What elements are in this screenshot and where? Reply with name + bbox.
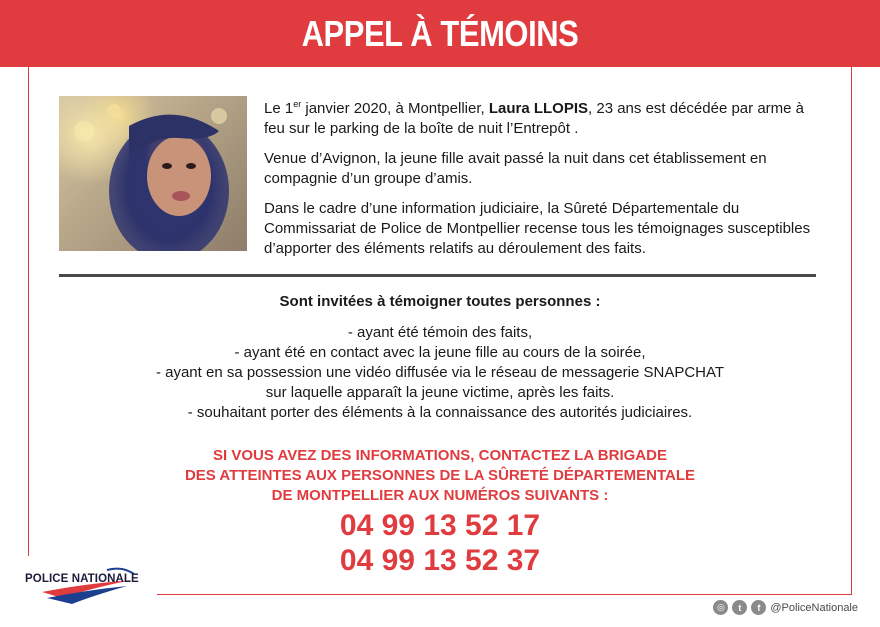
phone-number[interactable]: 04 99 13 52 17 — [339, 509, 541, 542]
victim-name: Laura LLOPIS — [488, 100, 589, 117]
logo-text: POLICE NATIONALE — [25, 573, 139, 585]
victim-photo — [59, 96, 247, 251]
contact-line: DES ATTEINTES AUX PERSONNES DE LA SÛRETÉ DÉPARTEMENTALE — [184, 467, 696, 484]
list-item: sur laquelle apparaît la jeune victime, après les faits. — [265, 384, 615, 401]
contact-line: SI VOUS AVEZ DES INFORMATIONS, CONTACTEZ LA BRIGADE — [213, 447, 667, 464]
list-item: - ayant été en contact avec la jeune fille au cours de la soirée, — [234, 344, 646, 361]
instagram-icon[interactable]: ◎ — [713, 600, 728, 615]
intro-paragraph-1: Le 1er janvier 2020, à Montpellier, Laura LLOPIS, 23 ans est décédée par arme à feu sur le parking de la boîte de nuit l’Entrepôt . — [264, 99, 805, 137]
invite-title: Sont invitées à témoigner toutes personnes : — [279, 293, 601, 310]
phone-number[interactable]: 04 99 13 52 37 — [339, 544, 541, 577]
list-item: - ayant été témoin des faits, — [347, 324, 533, 341]
section-divider — [59, 274, 816, 277]
facebook-icon[interactable]: f — [751, 600, 766, 615]
portrait-photo-icon — [59, 96, 247, 251]
intro-paragraph-2: Venue d’Avignon, la jeune fille avait passé la nuit dans cet établissement en compagnie d’un groupe d’amis. — [264, 150, 767, 187]
contact-line: DE MONTPELLIER AUX NUMÉROS SUIVANTS : — [271, 487, 609, 504]
intro-paragraph-3: Dans le cadre d’une information judiciaire, la Sûreté Départementale du Commissariat de Police de Montpellier recense tous les témoignages susceptibles d’apporter des éléments relatifs au déroulement des faits. — [264, 200, 811, 257]
list-item: - souhaitant porter des éléments à la connaissance des autorités judiciaires. — [187, 404, 693, 421]
invite-list — [0, 323, 880, 423]
list-item: - ayant en sa possession une vidéo diffusée via le réseau de messagerie SNAPCHAT — [155, 364, 725, 381]
page-title: APPEL À TÉMOINS — [296, 0, 585, 67]
police-nationale-logo — [22, 556, 157, 612]
twitter-icon[interactable]: t — [732, 600, 747, 615]
social-links — [713, 600, 858, 615]
intro-text — [264, 94, 824, 269]
contact-instructions — [0, 446, 880, 506]
social-handle[interactable]: @PoliceNationale — [770, 601, 858, 614]
